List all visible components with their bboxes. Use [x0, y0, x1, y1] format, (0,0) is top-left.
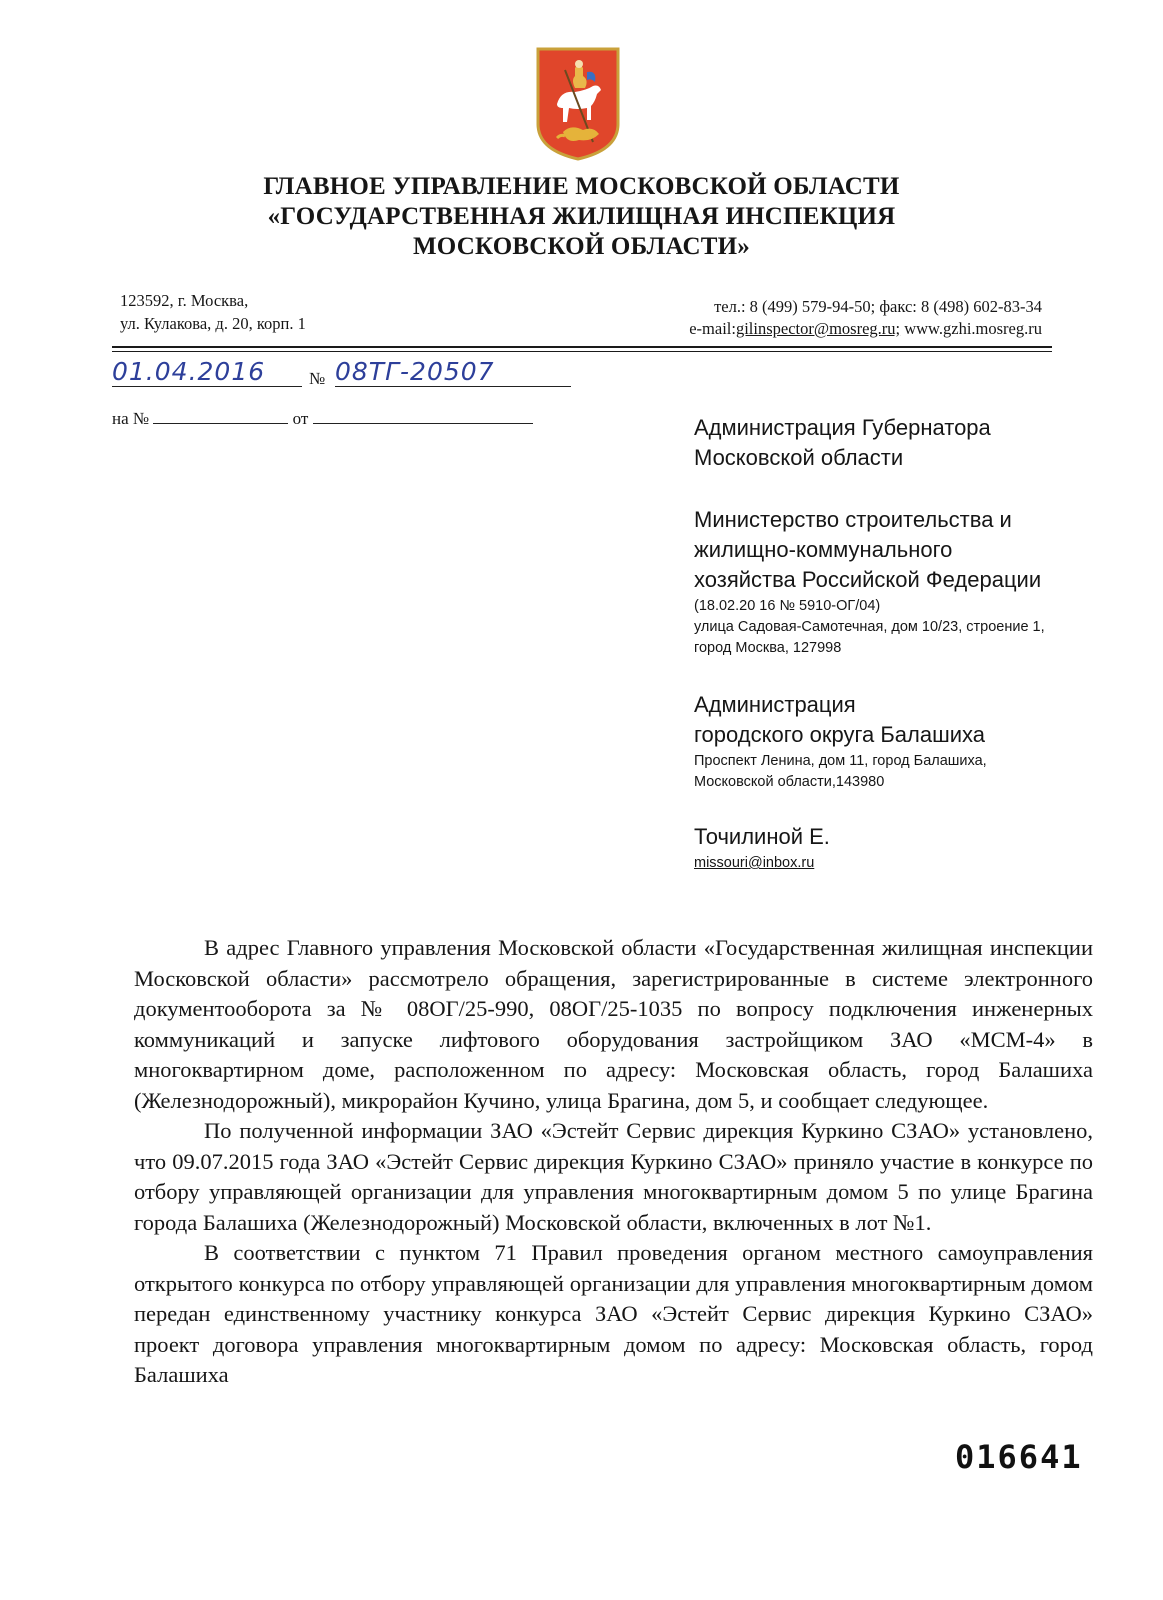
- number-field: [335, 358, 571, 387]
- recipient-2-detail-1: (18.02.20 16 № 5910-ОГ/04): [694, 598, 881, 614]
- body-paragraph-3: В соответствии с пунктом 71 Правил проведения органом местного самоуправления открытого конкурса по отбору управляющей организации для управления многоквартирным домом передан единственному участнику конкурса ЗАО «Эстейт Сервис дирекция Куркино СЗАО» проект договора управления многоквартирным домом по адресу: Московская область, город Балашиха: [134, 1240, 1093, 1387]
- recipient-1-line-2: Московской области: [694, 445, 904, 470]
- recipient-2-line-1: Министерство строительства и: [694, 507, 1012, 532]
- recipient-4-email[interactable]: missouri@inbox.ru: [694, 855, 815, 871]
- handwritten-date: 01.04.2016: [112, 357, 266, 386]
- recipient-2-line-3: хозяйства Российской Федерации: [694, 567, 1042, 592]
- recipient-2-detail-3: город Москва, 127998: [694, 640, 842, 656]
- recipient-3-detail-1: Проспект Ленина, дом 11, город Балашиха,: [694, 753, 987, 769]
- org-title-line-3: МОСКОВСКОЙ ОБЛАСТИ»: [413, 233, 750, 260]
- recipient-2-line-2: жилищно-коммунального: [694, 537, 953, 562]
- address-line-2: ул. Кулакова, д. 20, корп. 1: [120, 314, 306, 333]
- org-title-line-1: ГЛАВНОЕ УПРАВЛЕНИЕ МОСКОВСКОЙ ОБЛАСТИ: [263, 173, 900, 200]
- recipient-2-detail-2: улица Садовая-Самотечная, дом 10/23, строение 1,: [694, 619, 1045, 635]
- reply-reference: [112, 405, 533, 429]
- reply-number-blank: [153, 405, 288, 424]
- address-line-1: 123592, г. Москва,: [120, 291, 249, 310]
- contacts-phone-fax: тел.: 8 (499) 579-94-50; факс: 8 (498) 602-83-34: [714, 297, 1042, 316]
- website-link[interactable]: www.gzhi.mosreg.ru: [904, 319, 1042, 338]
- recipient-3-line-1: Администрация: [694, 692, 856, 717]
- recipient-1-line-1: Администрация Губернатора: [694, 415, 991, 440]
- contacts-web: [689, 318, 1042, 339]
- reply-number-label: на №: [112, 409, 150, 428]
- coat-of-arms-emblem: [535, 46, 621, 162]
- body-paragraph-1: В адрес Главного управления Московской области «Государственная жилищная инспекции Московской области» рассмотрело обращения, зарегистрированные в системе электронного документооборота за № 08ОГ/25-990, 08ОГ/25-1035 по вопросу подключения инженерных коммуникаций и запуске лифтового оборудования застройщиком ЗАО «МСМ-4» в многоквартирном доме, расположенном по адресу: Московская область, город Балашиха (Железнодорожный), микрорайон Кучино, улица Брагина, дом 5, и сообщает следующее.: [134, 935, 1093, 1113]
- reply-date-blank: [313, 405, 533, 424]
- number-label: №: [309, 369, 326, 388]
- recipient-4-name: Точилиной Е.: [694, 824, 830, 849]
- header-rule-thick: [112, 346, 1052, 348]
- org-title-line-2: «ГОСУДАРСТВЕННАЯ ЖИЛИЩНАЯ ИНСПЕКЦИЯ: [267, 203, 896, 230]
- recipient-3-line-2: городского округа Балашиха: [694, 722, 986, 747]
- body-paragraph-2: По полученной информации ЗАО «Эстейт Сервис дирекция Куркино СЗАО» установлено, что 09.07.2015 года ЗАО «Эстейт Сервис дирекция Куркино СЗАО» приняло участие в конкурсе по отбору управляющей организации для управления многоквартирным домом 5 по улице Брагина города Балашиха (Железнодорожный) Московской области, включенных в лот №1.: [134, 1118, 1093, 1235]
- reply-from-label: от: [292, 409, 309, 428]
- date-field: [112, 358, 302, 387]
- email-link[interactable]: gilinspector@mosreg.ru;: [735, 319, 901, 338]
- handwritten-number: 08ТГ-20507: [335, 357, 495, 386]
- email-prefix: e-mail:: [689, 319, 736, 338]
- letter-body: [134, 933, 1093, 1391]
- document-serial-number: 016641: [955, 1438, 1083, 1476]
- header-rule-thin: [112, 351, 1052, 352]
- recipient-3-detail-2: Московской области,143980: [694, 774, 885, 790]
